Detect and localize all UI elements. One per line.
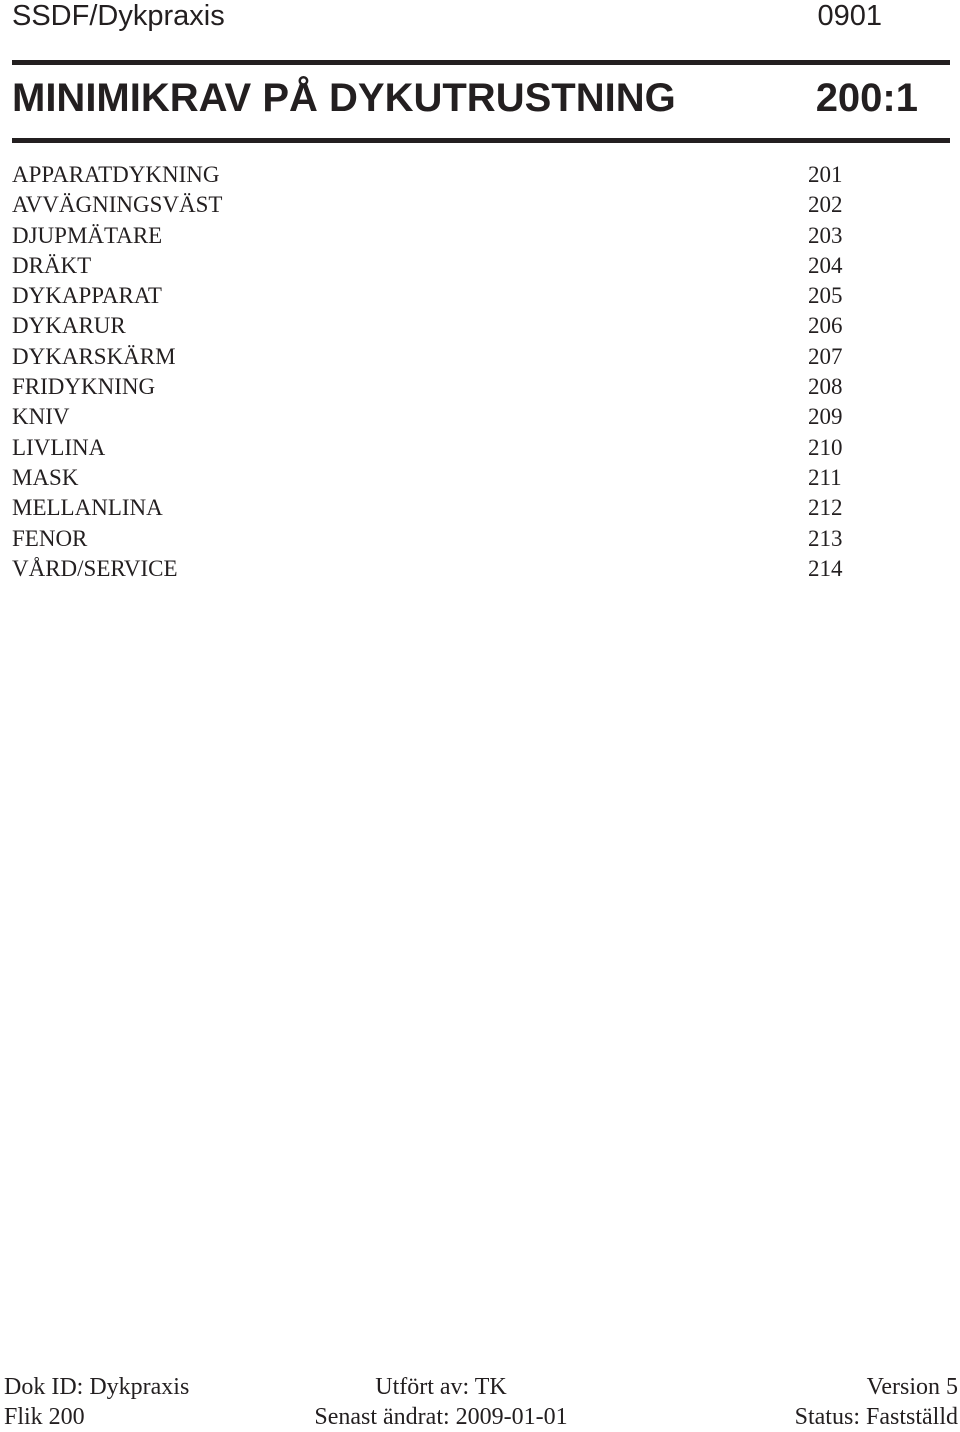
toc-page: 203: [808, 222, 843, 248]
toc-row: [12, 221, 852, 251]
toc-row: [12, 190, 852, 220]
toc-row: [12, 493, 852, 523]
toc-row: [12, 524, 852, 554]
toc-page: 202: [808, 192, 843, 218]
footer-tab: Flik 200: [4, 1404, 85, 1430]
toc-label: FENOR: [12, 525, 88, 551]
toc-label: MASK: [12, 464, 79, 490]
footer-status: Status: Fastställd: [794, 1404, 958, 1430]
title-divider: [12, 138, 950, 143]
toc-row: [12, 463, 852, 493]
toc-label: FRIDYKNING: [12, 374, 156, 400]
toc-page: 204: [808, 252, 843, 278]
table-of-contents: [12, 160, 852, 584]
toc-row: [12, 402, 852, 432]
toc-page: 211: [808, 464, 842, 490]
toc-row: [12, 281, 852, 311]
toc-label: LIVLINA: [12, 434, 106, 460]
toc-row: [12, 433, 852, 463]
toc-page: 205: [808, 283, 843, 309]
toc-page: 207: [808, 343, 843, 369]
footer-doc-id: Dok ID: Dykpraxis: [4, 1374, 190, 1400]
toc-label: APPARATDYKNING: [12, 162, 220, 187]
toc-page: 212: [808, 495, 843, 521]
toc-page: 213: [808, 525, 843, 551]
top-divider: [12, 60, 950, 65]
toc-label: DYKARSKÄRM: [12, 343, 176, 369]
toc-page: 208: [808, 374, 843, 400]
footer-performed-by: Utfört av: TK: [375, 1374, 507, 1400]
toc-row: [12, 160, 852, 190]
toc-page: 201: [808, 162, 843, 187]
toc-label: KNIV: [12, 404, 70, 430]
header-org: SSDF/Dykpraxis: [12, 0, 225, 32]
toc-page: 209: [808, 404, 843, 430]
toc-row: [12, 554, 852, 584]
toc-row: [12, 311, 852, 341]
toc-page: 214: [808, 555, 843, 581]
toc-label: VÅRD/SERVICE: [12, 555, 178, 581]
footer-version: Version 5: [866, 1374, 958, 1400]
toc-label: MELLANLINA: [12, 495, 163, 521]
toc-label: AVVÄGNINGSVÄST: [12, 192, 223, 218]
toc-row: [12, 251, 852, 281]
toc-label: DYKARUR: [12, 313, 126, 339]
toc-label: DJUPMÄTARE: [12, 222, 163, 248]
toc-row: [12, 342, 852, 372]
footer-last-changed: Senast ändrat: 2009-01-01: [314, 1404, 568, 1430]
toc-page: 206: [808, 313, 843, 339]
page-footer: [0, 1372, 960, 1430]
page-title: MINIMIKRAV PÅ DYKUTRUSTNING: [12, 76, 676, 120]
toc-page: 210: [808, 434, 843, 460]
toc-label: DRÄKT: [12, 252, 92, 278]
page-number: 200:1: [815, 76, 918, 120]
toc-label: DYKAPPARAT: [12, 283, 162, 309]
header-code: 0901: [817, 0, 882, 32]
toc-row: [12, 372, 852, 402]
